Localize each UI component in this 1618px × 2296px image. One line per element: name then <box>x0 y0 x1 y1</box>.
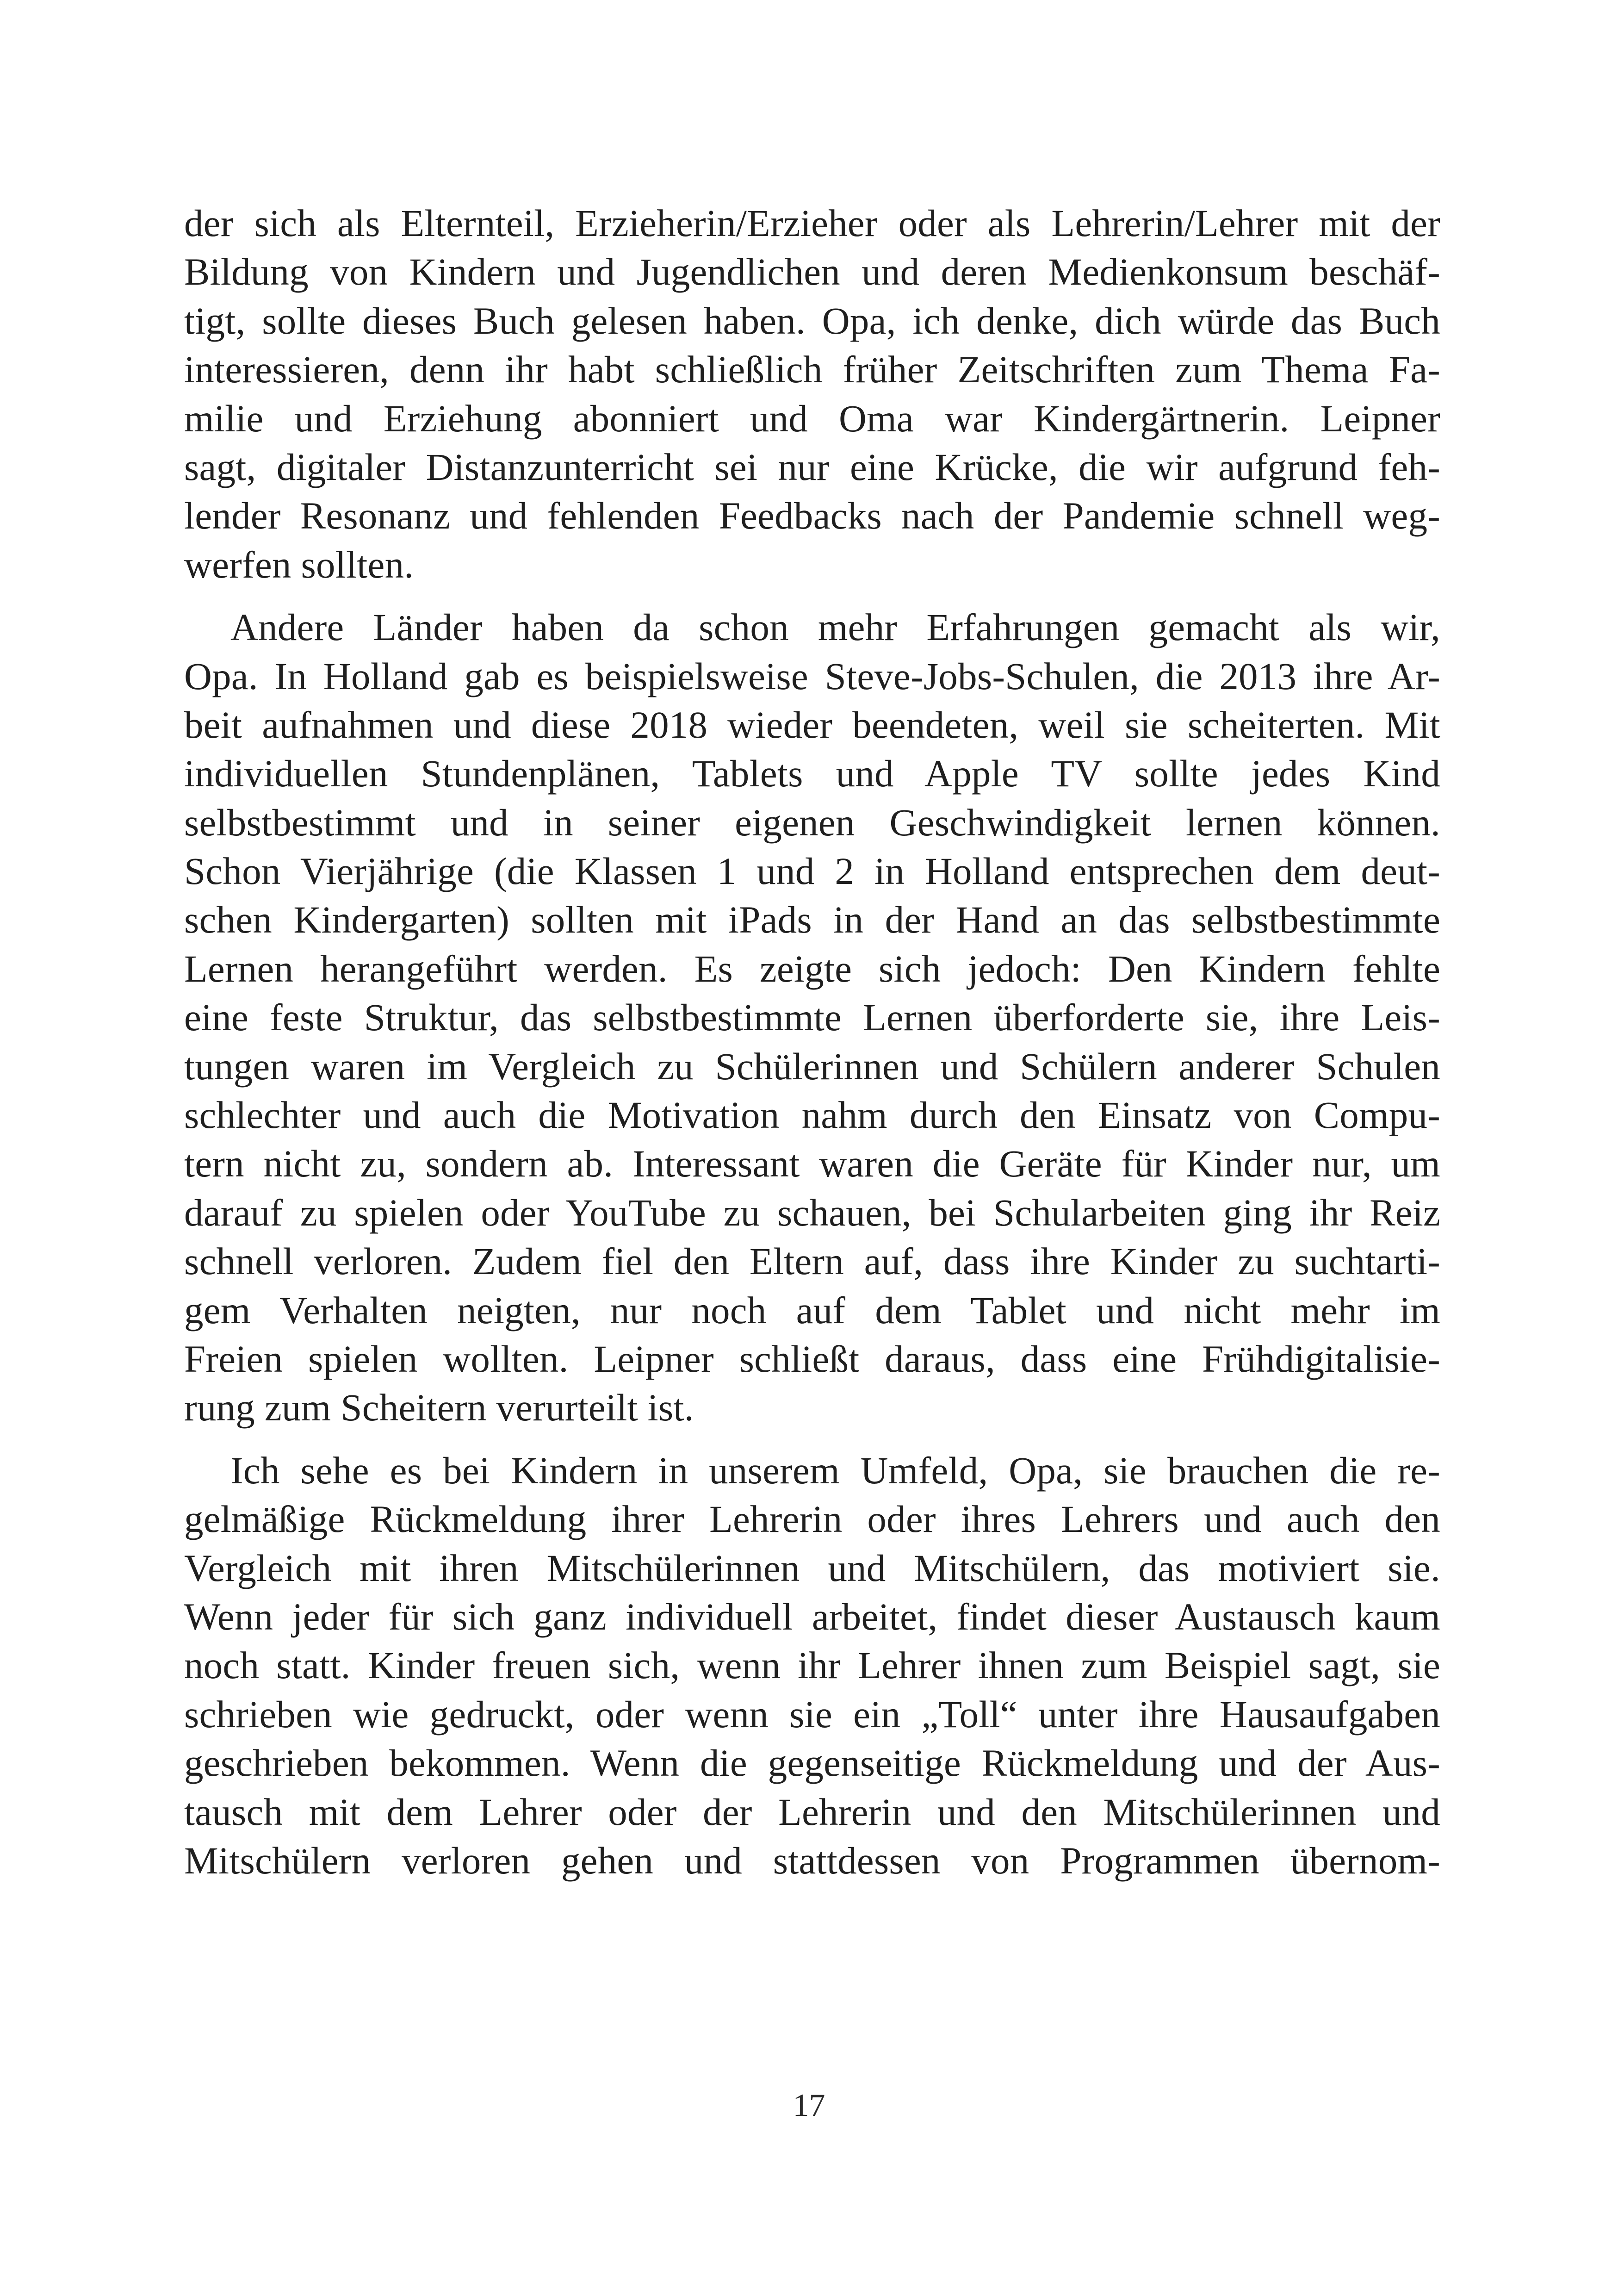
text-line: Andere Länder haben da schon mehr Erfahrungen gemacht als wir, <box>230 606 1440 649</box>
text-line: Freien spielen wollten. Leipner schließt daraus, dass eine Frühdigitalisie- <box>184 1337 1440 1380</box>
text-line: tern nicht zu, sondern ab. Interessant waren die Geräte für Kinder nur, um <box>184 1142 1440 1185</box>
paragraph <box>184 603 1440 1432</box>
text-line: schnell verloren. Zudem fiel den Eltern auf, dass ihre Kinder zu suchtarti- <box>184 1240 1440 1283</box>
page-number: 17 <box>793 2088 825 2123</box>
text-line: beit aufnahmen und diese 2018 wieder beendeten, weil sie scheiterten. Mit <box>184 703 1440 746</box>
text-line: Bildung von Kindern und Jugendlichen und deren Medienkonsum beschäf- <box>184 250 1440 293</box>
paragraph-gap <box>184 1432 1440 1446</box>
text-line: tungen waren im Vergleich zu Schülerinnen und Schülern anderer Schulen <box>184 1045 1440 1088</box>
text-line: Vergleich mit ihren Mitschülerinnen und Mitschülern, das motiviert sie. <box>184 1546 1440 1589</box>
text-line: tigt, sollte dieses Buch gelesen haben. Opa, ich denke, dich würde das Buch <box>184 299 1440 342</box>
text-line: milie und Erziehung abonniert und Oma war Kindergärtnerin. Leipner <box>184 397 1440 440</box>
text-line: schen Kindergarten) sollten mit iPads in der Hand an das selbstbestimmte <box>184 898 1440 941</box>
body-text <box>184 199 1440 1885</box>
text-line: Ich sehe es bei Kindern in unserem Umfeld, Opa, sie brauchen die re- <box>230 1449 1440 1492</box>
text-line: noch statt. Kinder freuen sich, wenn ihr Lehrer ihnen zum Beispiel sagt, sie <box>184 1644 1440 1687</box>
text-line: schlechter und auch die Motivation nahm durch den Einsatz von Compu- <box>184 1094 1440 1137</box>
text-line: darauf zu spielen oder YouTube zu schauen, bei Schularbeiten ging ihr Reiz <box>184 1191 1440 1234</box>
text-line: geschrieben bekommen. Wenn die gegenseitige Rückmeldung und der Aus- <box>184 1742 1440 1785</box>
paragraph-gap <box>184 589 1440 603</box>
text-line: Opa. In Holland gab es beispielsweise Steve-Jobs-Schulen, die 2013 ihre Ar- <box>184 654 1440 697</box>
text-line: der sich als Elternteil, Erzieherin/Erzieher oder als Lehrerin/Lehrer mit der <box>184 202 1440 244</box>
text-line: werfen sollten. <box>184 543 414 586</box>
text-line: lender Resonanz und fehlenden Feedbacks nach der Pandemie schnell weg- <box>184 494 1440 537</box>
text-line: gelmäßige Rückmeldung ihrer Lehrerin oder ihres Lehrers und auch den <box>184 1498 1440 1541</box>
text-line: individuellen Stundenplänen, Tablets und Apple TV sollte jedes Kind <box>184 752 1440 795</box>
paragraph <box>184 1446 1440 1885</box>
text-line: Lernen herangeführt werden. Es zeigte sich jedoch: Den Kindern fehlte <box>184 947 1440 990</box>
paragraph <box>184 199 1440 589</box>
text-line: Mitschülern verloren gehen und stattdessen von Programmen übernom- <box>184 1839 1440 1882</box>
text-line: selbstbestimmt und in seiner eigenen Geschwindigkeit lernen können. <box>184 801 1440 844</box>
text-line: tausch mit dem Lehrer oder der Lehrerin und den Mitschülerinnen und <box>184 1790 1440 1833</box>
text-line: sagt, digitaler Distanzunterricht sei nur eine Krücke, die wir aufgrund feh- <box>184 445 1440 488</box>
text-line: interessieren, denn ihr habt schließlich früher Zeitschriften zum Thema Fa- <box>184 348 1440 391</box>
text-line: Schon Vierjährige (die Klassen 1 und 2 in Holland entsprechen dem deut- <box>184 850 1440 893</box>
text-line: schrieben wie gedruckt, oder wenn sie ein „Toll“ unter ihre Hausaufgaben <box>184 1692 1440 1736</box>
text-line: eine feste Struktur, das selbstbestimmte Lernen überforderte sie, ihre Leis- <box>184 996 1440 1039</box>
text-line: Wenn jeder für sich ganz individuell arbeitet, findet dieser Austausch kaum <box>184 1595 1440 1638</box>
text-line: rung zum Scheitern verurteilt ist. <box>184 1386 694 1429</box>
text-line: gem Verhalten neigten, nur noch auf dem Tablet und nicht mehr im <box>184 1288 1440 1332</box>
